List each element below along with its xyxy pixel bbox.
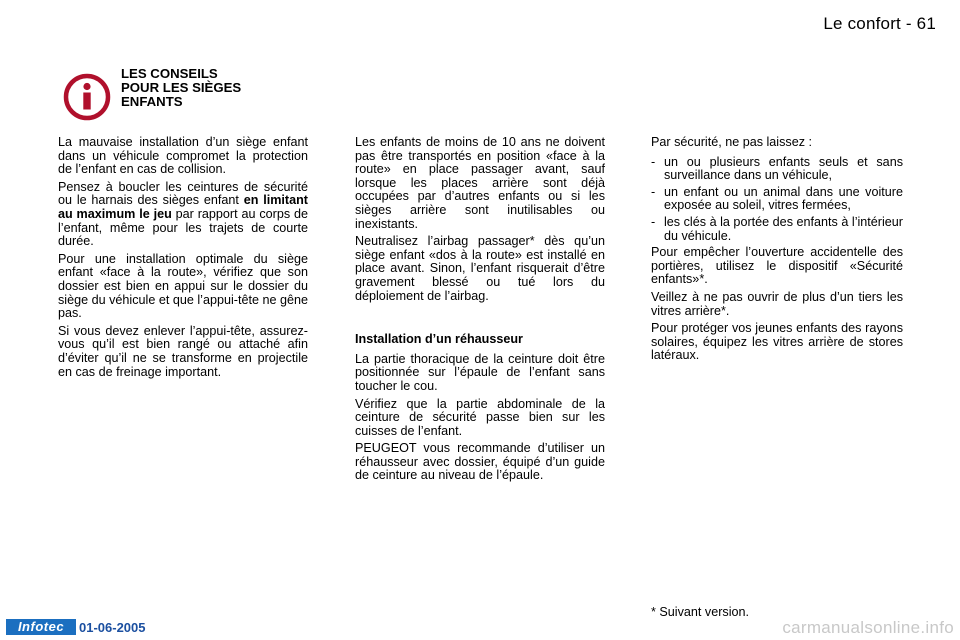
list-item: - un ou plusieurs enfants seuls et sans surveillance dans un véhicule, bbox=[651, 154, 903, 183]
paragraph: Pour une installation optimale du siège enfant «face à la route», vérifiez que son dossier est bien en appui sur le dossier du siège du véhicule et que l’appui-tête ne gêne pas. bbox=[58, 251, 308, 321]
footer-date: 01-06-2005 bbox=[79, 620, 146, 635]
paragraph: Par sécurité, ne pas laissez : bbox=[651, 135, 812, 149]
paragraph: Veillez à ne pas ouvrir de plus d’un tiers les vitres arrière*. bbox=[651, 289, 903, 318]
list-item: - un enfant ou un animal dans une voiture exposée au soleil, vitres fermées, bbox=[651, 184, 903, 213]
bullet-marker: - bbox=[651, 154, 656, 169]
paragraph: La partie thoracique de la ceinture doit être positionnée sur l’épaule de l’enfant sans toucher le cou. bbox=[355, 351, 605, 393]
info-icon bbox=[62, 72, 112, 122]
page-header: Le confort - 61 bbox=[823, 14, 936, 33]
paragraph: Vérifiez que la partie abdominale de la ceinture de sécurité passe bien sur les cuisses de l’enfant. bbox=[355, 396, 605, 438]
list-item: - les clés à la portée des enfants à l’intérieur du véhicule. bbox=[651, 214, 903, 243]
paragraph: La mauvaise installation d’un siège enfant dans un véhicule compromet la protection de l’enfant en cas de collision. bbox=[58, 135, 308, 177]
paragraph: Neutralisez l’airbag passager* dès qu’un siège enfant «dos à la route» est installé en place avant. Sinon, l’enfant risquerait d’être gravement blessé ou tué lors du déploiement de l’airbag. bbox=[355, 234, 605, 303]
column-middle bbox=[355, 136, 605, 487]
paragraph: Les enfants de moins de 10 ans ne doivent pas être transportés en position «face à la route» en place passager avant, sauf lorsque les places arrière sont déjà occupées par d’autres enfants ou si les sièges arrière sont inutilisables ou inexistants. bbox=[355, 135, 605, 231]
paragraph: Pour empêcher l’ouverture accidentelle des portières, utilisez le dispositif «Sécurité enfants»*. bbox=[651, 245, 903, 287]
column-left bbox=[58, 136, 308, 383]
infotec-logo: Infotec bbox=[6, 619, 76, 635]
bullet-marker: - bbox=[651, 214, 656, 229]
paragraph: Si vous devez enlever l’appui-tête, assurez-vous qu’il est bien rangé ou attaché afin d’éviter qu’il ne se transforme en projectile en cas de freinage important. bbox=[58, 323, 308, 379]
section-title: LES CONSEILS POUR LES SIÈGES ENFANTS bbox=[121, 66, 242, 109]
subsection-title: Installation d’un réhausseur bbox=[355, 332, 523, 347]
watermark: carmanualsonline.info bbox=[782, 618, 954, 637]
bullet-marker: - bbox=[651, 184, 656, 199]
footnote: * Suivant version. bbox=[651, 605, 750, 619]
paragraph: Pensez à boucler les ceintures de sécurité ou le harnais des sièges enfant en limitant au maximum le jeu par rapport au corps de l’enfant, même pour les trajets de courte durée. bbox=[58, 179, 308, 249]
paragraph: PEUGEOT vous recommande d’utiliser un réhausseur avec dossier, équipé d’un guide de ceinture au niveau de l’épaule. bbox=[355, 441, 605, 483]
column-right bbox=[651, 136, 903, 367]
paragraph: Pour protéger vos jeunes enfants des rayons solaires, équipez les vitres arrière de stores latéraux. bbox=[651, 321, 903, 363]
emphasis: en limitant au maximum le jeu bbox=[58, 193, 308, 221]
